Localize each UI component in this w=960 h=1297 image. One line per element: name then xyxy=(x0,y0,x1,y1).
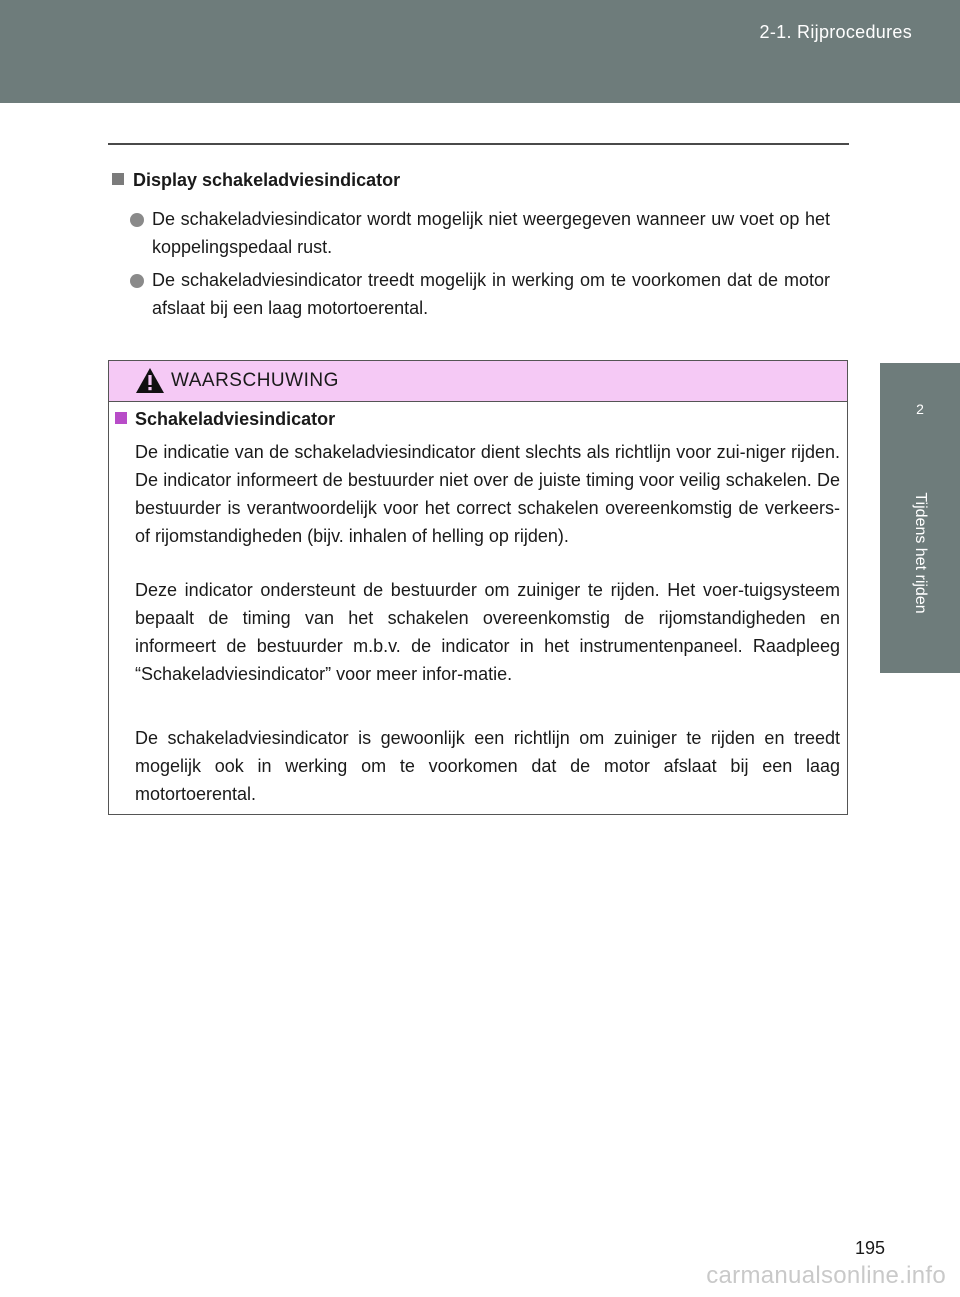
list-item-text: De schakeladviesindicator treedt mogelijk in werking om te voorkomen dat de motor afslaat bij een laag motortoerental. xyxy=(152,270,830,318)
list-item-text: De schakeladviesindicator wordt mogelijk niet weergegeven wanneer uw voet op het koppelingspedaal rust. xyxy=(152,209,830,257)
chapter-title: Tijdens het rijden xyxy=(912,492,929,614)
list-item xyxy=(130,266,830,322)
page-header xyxy=(0,0,960,103)
top-divider xyxy=(108,143,849,145)
page-number: 195 xyxy=(854,1238,885,1258)
chapter-number: 2 xyxy=(916,401,924,417)
warning-paragraph: De indicatie van de schakeladviesindicator dient slechts als richtlijn voor zui-niger rijden. De indicator informeert de bestuurder niet over de juiste timing voor veilig schakelen. De bestuurder is verantwoordelijk voor het correct schakelen overeenkomstig de verkeers- of rijomstandigheden (bijv. inhalen of helling op rijden). xyxy=(135,442,840,546)
warning-triangle-icon xyxy=(135,367,165,394)
warning-box xyxy=(108,360,848,815)
warning-title: WAARSCHUWING xyxy=(171,370,339,391)
warning-paragraph: Deze indicator ondersteunt de bestuurder om zuiniger te rijden. Het voer-tuigsysteem bepaalt de timing van het schakelen overeenkomstig de rijomstandigheden en informeert de bestuurder m.b.v. de indicator in het instrumentenpaneel. Raadpleeg “Schakeladviesindicator” voor meer infor-matie. xyxy=(135,580,840,684)
section-title: 2-1. Rijprocedures xyxy=(759,22,912,42)
square-bullet-icon xyxy=(115,412,127,424)
warning-paragraph: De schakeladviesindicator is gewoonlijk een richtlijn om zuiniger te rijden en treedt mogelijk ook in werking om te voorkomen dat de motor afslaat bij een laag motortoerental. xyxy=(135,728,840,804)
warning-subheading-text: Schakeladviesindicator xyxy=(135,409,336,429)
round-bullet-icon xyxy=(130,274,144,288)
chapter-tab xyxy=(880,363,960,673)
round-bullet-icon xyxy=(130,213,144,227)
warning-header xyxy=(109,361,847,402)
list-item xyxy=(130,205,830,261)
section-heading xyxy=(112,170,400,191)
warning-subheading xyxy=(115,409,335,430)
section-heading-text: Display schakeladviesindicator xyxy=(133,170,401,190)
watermark: carmanualsonline.info xyxy=(706,1262,946,1289)
square-bullet-icon xyxy=(112,173,124,185)
